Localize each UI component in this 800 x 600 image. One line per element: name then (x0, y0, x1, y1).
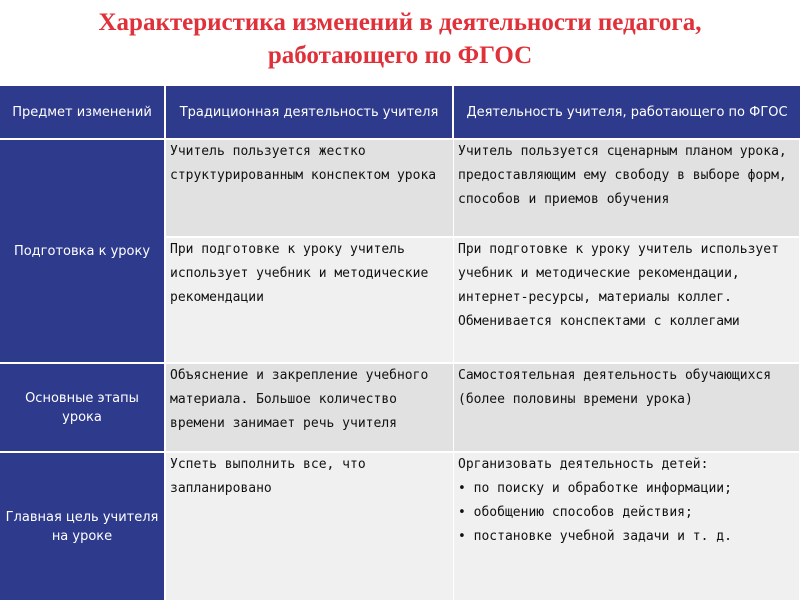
cell-stages-fgos: Самостоятельная деятельность обучающихся (более половины времени урока) (454, 362, 800, 451)
cell-prep-traditional-1: Учитель пользуется жестко структурированным конспектом урока (166, 138, 454, 236)
row-head-stages: Основные этапы урока (0, 362, 166, 451)
goal-fgos-bullet: • обобщению способов действия; (458, 501, 797, 525)
row-head-preparation: Подготовка к уроку (0, 138, 166, 362)
header-traditional: Традиционная деятельность учителя (166, 86, 454, 138)
header-subject: Предмет изменений (0, 86, 166, 138)
cell-goal-traditional: Успеть выполнить все, что запланировано (166, 451, 454, 600)
comparison-table (0, 86, 800, 600)
cell-prep-fgos-2: При подготовке к уроку учитель использует учебник и методические рекомендации, интернет-ресурсы, материалы коллег. Обменивается конспектами с коллегами (454, 236, 800, 362)
goal-fgos-intro: Организовать деятельность детей: (458, 457, 709, 472)
goal-fgos-bullet: • постановке учебной задачи и т. д. (458, 525, 797, 549)
header-fgos: Деятельность учителя, работающего по ФГОС (454, 86, 800, 138)
title-line-1: Характеристика изменений в деятельности педагога, (98, 9, 702, 36)
goal-fgos-bullet: • по поиску и обработке информации; (458, 477, 797, 501)
cell-goal-fgos (454, 451, 800, 600)
cell-stages-traditional: Объяснение и закрепление учебного материала. Большое количество времени занимает речь учителя (166, 362, 454, 451)
row-head-goal: Главная цель учителя на уроке (0, 451, 166, 600)
cell-prep-traditional-2: При подготовке к уроку учитель использует учебник и методические рекомендации (166, 236, 454, 362)
cell-prep-fgos-1: Учитель пользуется сценарным планом урока, предоставляющим ему свободу в выборе форм, способов и приемов обучения (454, 138, 800, 236)
page-title (0, 6, 800, 72)
title-line-2: работающего по ФГОС (267, 42, 533, 69)
